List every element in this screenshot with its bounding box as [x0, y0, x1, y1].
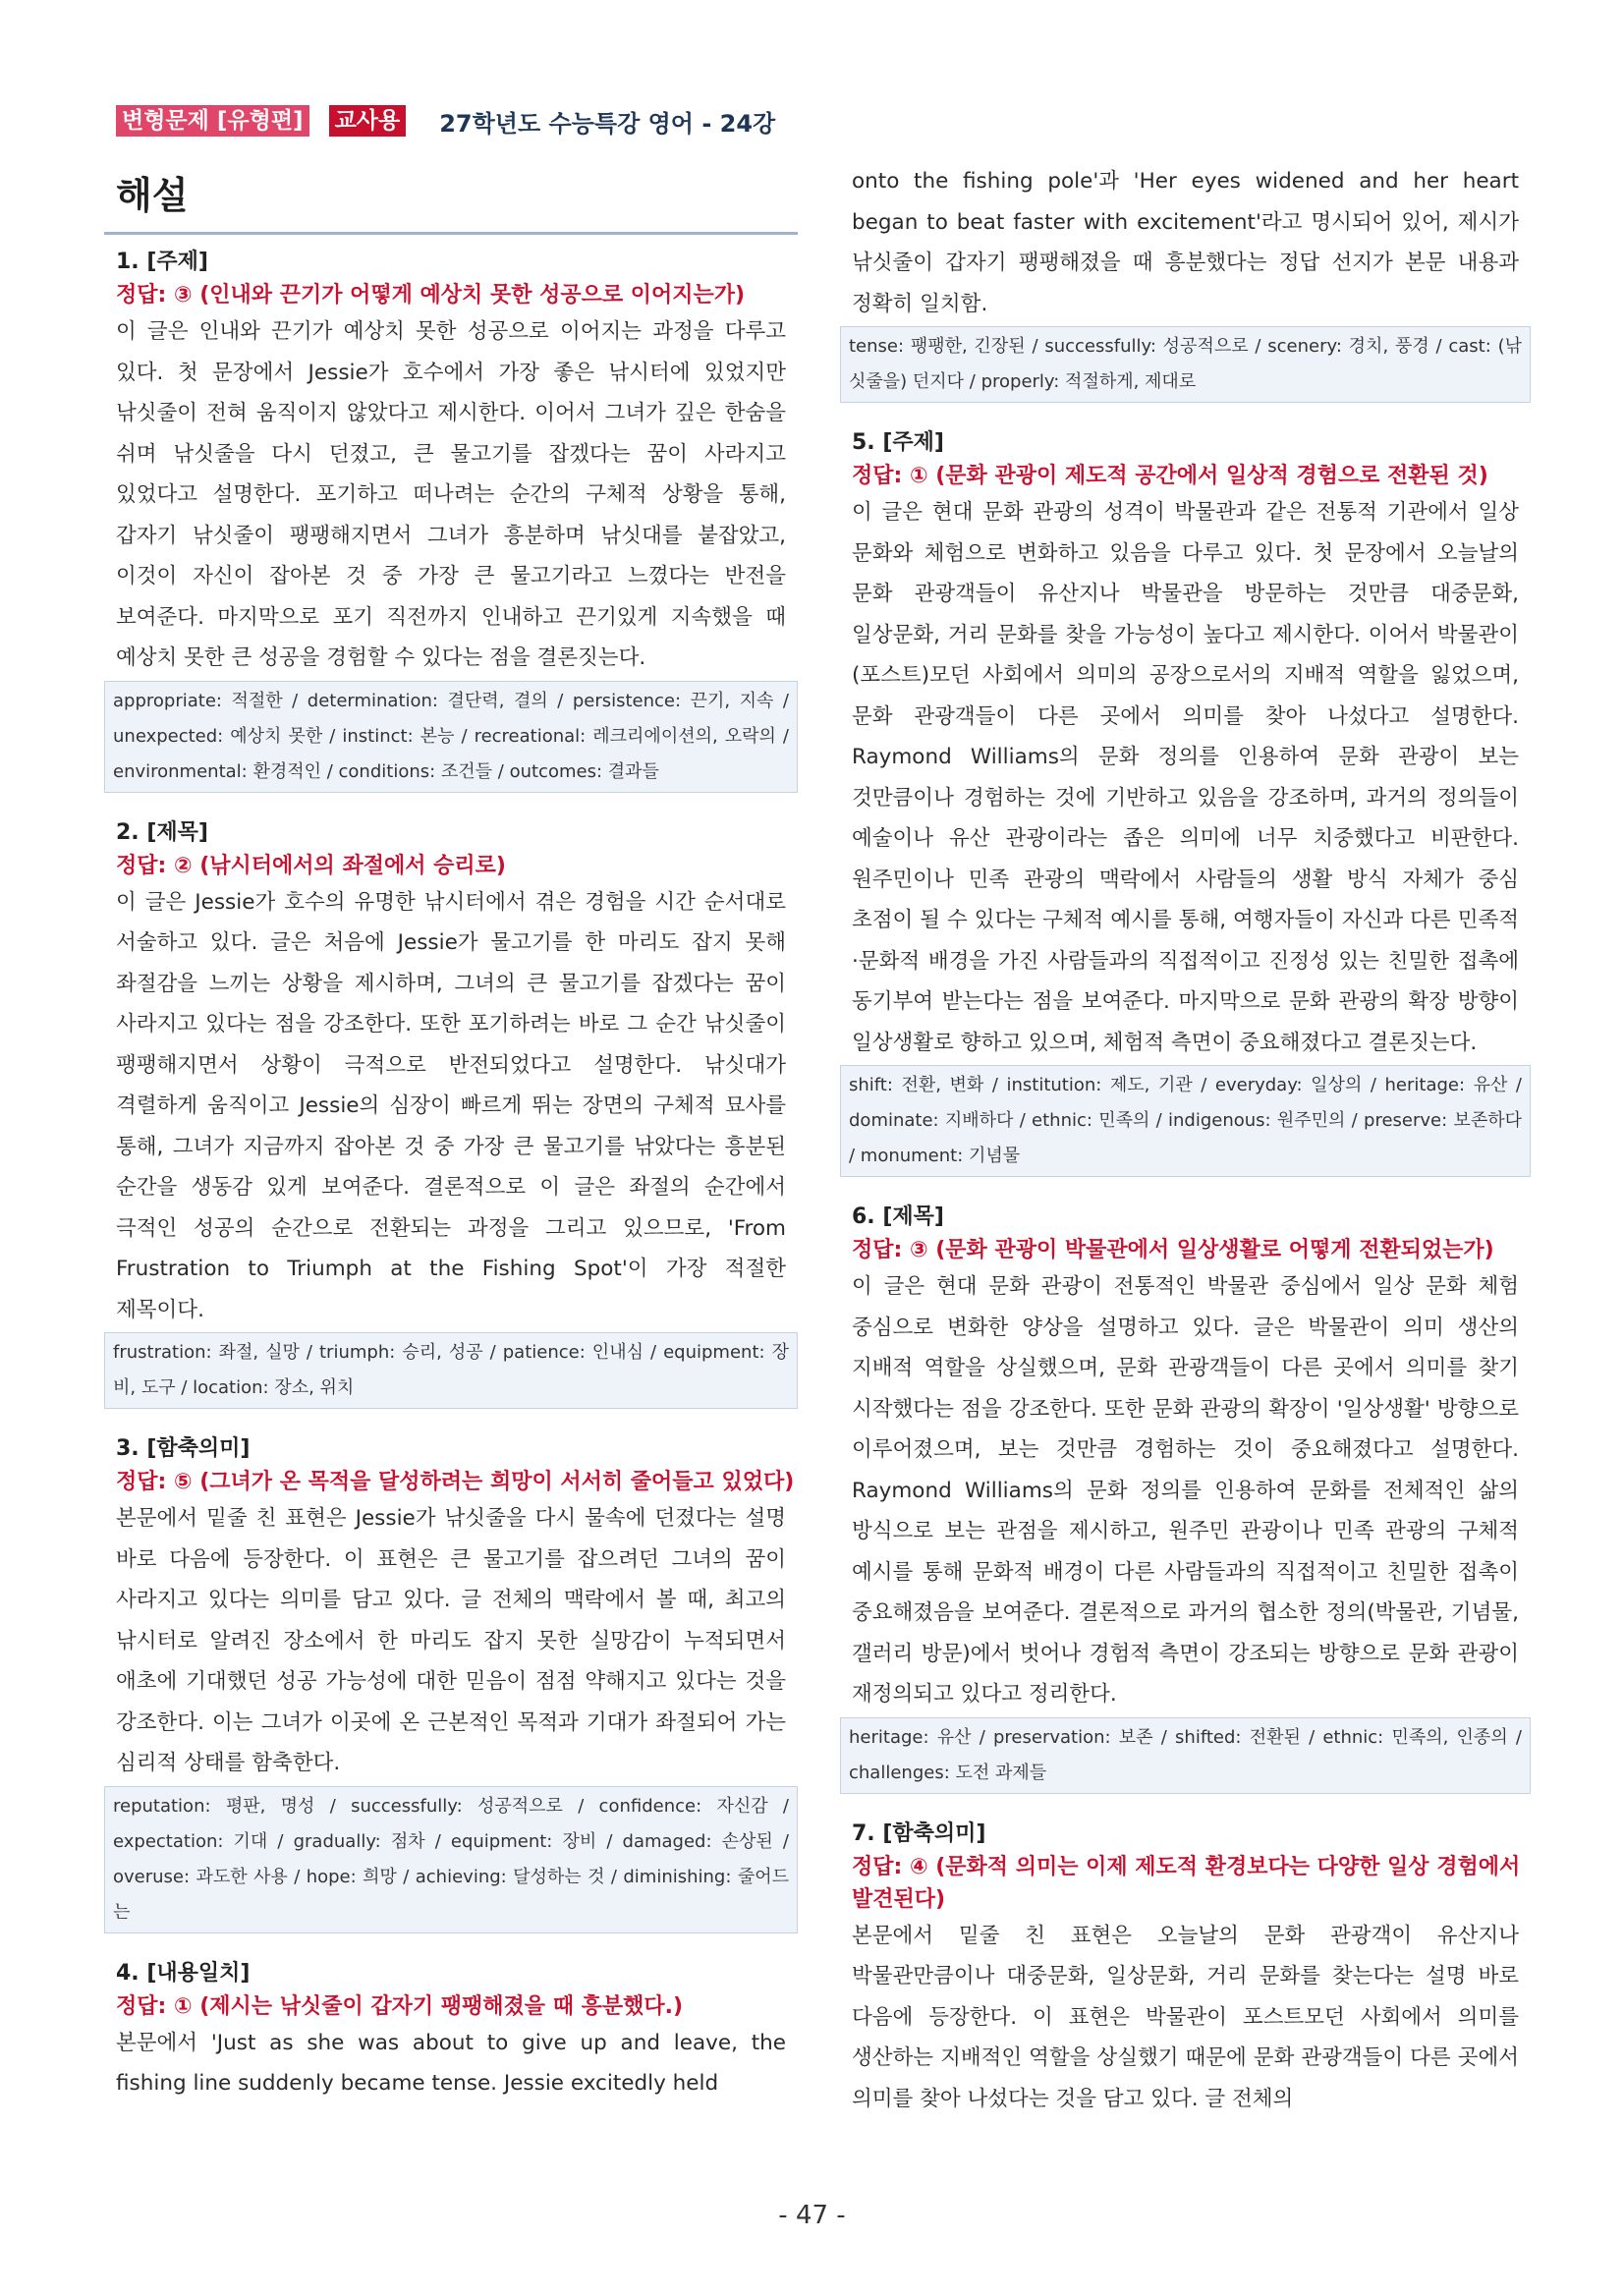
document-title: 27학년도 수능특강 영어 - 24강 [439, 109, 776, 138]
answer: 정답: ③ (인내와 끈기가 어떻게 예상치 못한 성공으로 이어지는가) [116, 283, 746, 308]
explanation: 이 글은 현대 문화 관광이 전통적인 박물관 중심에서 일상 문화 체험 중심으로 변화한 양상을 설명하고 있다. 글은 박물관이 의미 생산의 지배적 역할을 상실했으며, 문화 관광객들이 다른 곳에서 의미를 찾기 시작했다는 점을 강조한다. 또한 문화 관광의 확장이 '일상생활' 방향으로 이루어졌으며, 보는 것만큼 경험하는 것이 중요해졌다고 설명한다. Raymond Williams의 문화 정의를 인용하여 문화를 전체적인 삶의 방식으로 보는 관점을 제시하고, 원주민 관광이나 민족 관광의 구체적 예시를 통해 문화적 배경이 다른 사람들과의 직접적이고 친밀한 접촉이 중요해졌음을 보여준다. 결론적으로 과거의 협소한 정의(박물관, 기념물, 갤러리 방문)에서 벗어나 경험적 측면이 강조되는 방향으로 문화 관광이 재정의되고 있다고 정리한다. [852, 1274, 1519, 1707]
section-3 [104, 1432, 798, 1933]
vocab-box: heritage: 유산 / preservation: 보존 / shifted: 전환된 / ethnic: 민족의, 인종의 / challenges: 도전 과제들 [840, 1717, 1531, 1794]
section-title: 4. [내용일치] [116, 1960, 251, 1986]
right-column [840, 161, 1531, 2119]
explanation: 이 글은 현대 문화 관광의 성격이 박물관과 같은 전통적 기관에서 일상 문화와 체험으로 변화하고 있음을 다루고 있다. 첫 문장에서 오늘날의 문화 관광객들이 유산지나 박물관을 방문하는 것만큼 대중문화, 일상문화, 거리 문화를 찾을 가능성이 높다고 제시한다. 이어서 박물관이 (포스트)모던 사회에서 의미의 공장으로서의 지배적 역할을 잃었으며, 문화 관광객들이 다른 곳에서 의미를 찾아 나섰다고 설명한다. Raymond Williams의 문화 정의를 인용하여 문화 관광이 보는 것만큼이나 경험하는 것에 기반하고 있음을 강조하며, 과거의 정의들이 예술이나 유산 관광이라는 좁은 의미에 너무 치중했다고 비판한다. 원주민이나 민족 관광의 맥락에서 사람들의 생활 방식 자체가 중심 초점이 될 수 있다는 구체적 예시를 통해, 여행자들이 자신과 다른 민족적·문화적 배경을 가진 사람들과의 직접적이고 진정성 있는 친밀한 접촉에 동기부여 받는다는 점을 보여준다. 마지막으로 문화 관광의 확장 방향이 일상생활로 향하고 있으며, 체험적 측면이 중요해졌다고 결론짓는다. [852, 500, 1519, 1055]
section-title: 2. [제목] [116, 819, 208, 845]
section-1 [104, 246, 798, 793]
section-title: 6. [제목] [852, 1204, 944, 1229]
section-7 [840, 1818, 1531, 2120]
answer: 정답: ⑤ (그녀가 온 목적을 달성하려는 희망이 서서히 줄어들고 있었다) [116, 1470, 795, 1494]
type-tag: 변형문제 [유형편] [116, 105, 309, 137]
section-5 [840, 426, 1531, 1177]
vocab-box: reputation: 평판, 명성 / successfully: 성공적으로 / confidence: 자신감 / expectation: 기대 / gradually: 점차 / equipment: 장비 / damaged: 손상된 / overuse: 과도한 사용 / hope: 희망 / achieving: 달성하는 것 / diminishing: 줄어드는 [104, 1786, 798, 1933]
explanation: 본문에서 밑줄 친 표현은 오늘날의 문화 관광객이 유산지나 박물관만큼이나 대중문화, 일상문화, 거리 문화를 찾는다는 설명 바로 다음에 등장한다. 이 표현은 박물관이 포스트모던 사회에서 의미를 생산하는 지배적인 역할을 상실했기 때문에 문화 관광객들이 다른 곳에서 의미를 찾아 나섰다는 것을 담고 있다. 글 전체의 [852, 1923, 1519, 2111]
section-2 [104, 816, 798, 1410]
section-6 [840, 1201, 1531, 1794]
answer: 정답: ③ (문화 관광이 박물관에서 일상생활로 어떻게 전환되었는가) [852, 1238, 1494, 1262]
vocab-box: appropriate: 적절한 / determination: 결단력, 결의 / persistence: 끈기, 지속 / unexpected: 예상치 못한 / instinct: 본능 / recreational: 레크리에이션의, 오락의 / environmental: 환경적인 / conditions: 조건들 / outcomes: 결과들 [104, 681, 798, 793]
page-heading: 해설 [116, 174, 189, 217]
vocab-box: shift: 전환, 변화 / institution: 제도, 기관 / everyday: 일상의 / heritage: 유산 / dominate: 지배하다 / ethnic: 민족의 / indigenous: 원주민의 / preserve: 보존하다 / monument: 기념물 [840, 1065, 1531, 1177]
header-bar [116, 104, 775, 138]
explanation: 이 글은 인내와 끈기가 예상치 못한 성공으로 이어지는 과정을 다루고 있다. 첫 문장에서 Jessie가 호수에서 가장 좋은 낚시터에 있었지만 낚싯줄이 전혀 움직이지 않았다고 제시한다. 이어서 그녀가 깊은 한숨을 쉬며 낚싯줄을 다시 던졌고, 큰 물고기를 잡겠다는 꿈이 사라지고 있었다고 설명한다. 포기하고 떠나려는 순간의 구체적 상황을 통해, 갑자기 낚싯줄이 팽팽해지면서 그녀가 흥분하며 낚싯대를 붙잡았고, 이것이 자신이 잡아본 것 중 가장 큰 물고기라고 느꼈다는 반전을 보여준다. 마지막으로 포기 직전까지 인내하고 끈기있게 지속했을 때 예상치 못한 큰 성공을 경험할 수 있다는 점을 결론짓는다. [116, 319, 786, 670]
section-4 [104, 1957, 798, 2104]
left-column [104, 246, 798, 2104]
section-title: 7. [함축의미] [852, 1820, 986, 1846]
heading-rule [104, 232, 798, 235]
vocab-box: tense: 팽팽한, 긴장된 / successfully: 성공적으로 / scenery: 경치, 풍경 / cast: (낚싯줄을) 던지다 / properly: 적절하게, 제대로 [840, 326, 1531, 403]
vocab-box: frustration: 좌절, 실망 / triumph: 승리, 성공 / patience: 인내심 / equipment: 장비, 도구 / location: 장소, 위치 [104, 1332, 798, 1409]
answer: 정답: ① (문화 관광이 제도적 공간에서 일상적 경험으로 전환된 것) [852, 464, 1488, 488]
answer: 정답: ① (제시는 낚싯줄이 갑자기 팽팽해졌을 때 흥분했다.) [116, 1993, 684, 2019]
answer: 정답: ④ (문화적 의미는 이제 제도적 환경보다는 다양한 일상 경험에서 발견된다) [852, 1854, 1521, 1912]
section-title: 3. [함축의미] [116, 1436, 251, 1461]
explanation: 이 글은 Jessie가 호수의 유명한 낚시터에서 겪은 경험을 시간 순서대로 서술하고 있다. 글은 처음에 Jessie가 물고기를 한 마리도 잡지 못해 좌절감을 느끼는 상황을 제시하며, 그녀의 큰 물고기를 잡겠다는 꿈이 사라지고 있다는 점을 강조한다. 또한 포기하려는 바로 그 순간 낚싯줄이 팽팽해지면서 상황이 극적으로 반전되었다고 설명한다. 낚싯대가 격렬하게 움직이고 Jessie의 심장이 빠르게 뛰는 장면의 구체적 묘사를 통해, 그녀가 지금까지 잡아본 것 중 가장 큰 물고기를 낚았다는 흥분된 순간을 생동감 있게 보여준다. 결론적으로 이 글은 좌절의 순간에서 극적인 성공의 순간으로 전환되는 과정을 그리고 있으므로, 'From Frustration to Triumph at the Fishing Spot'이 가장 적절한 제목이다. [116, 889, 786, 1322]
page-number: - 47 - [778, 2201, 846, 2230]
answer: 정답: ② (낚시터에서의 좌절에서 승리로) [116, 853, 506, 878]
explanation: 본문에서 'Just as she was about to give up and leave, the fishing line suddenly became tense. Jessie excitedly held [116, 2030, 786, 2096]
teacher-tag: 교사용 [329, 105, 407, 137]
section-title: 5. [주제] [852, 430, 944, 455]
section-title: 1. [주제] [116, 250, 208, 274]
explanation: 본문에서 밑줄 친 표현은 Jessie가 낚싯줄을 다시 물속에 던졌다는 설명 바로 다음에 등장한다. 이 표현은 큰 물고기를 잡으려던 그녀의 꿈이 사라지고 있다는 의미를 담고 있다. 글 전체의 맥락에서 볼 때, 최고의 낚시터로 알려진 장소에서 한 마리도 잡지 못한 실망감이 누적되면서 애초에 기대했던 성공 가능성에 대한 믿음이 점점 약해지고 있다는 것을 강조한다. 이는 그녀가 이곳에 온 근본적인 목적과 기대가 좌절되어 가는 심리적 상태를 함축한다. [116, 1506, 786, 1775]
explanation: onto the fishing pole'과 'Her eyes widened and her heart began to beat faster with excitement'라고 명시되어 있어, 제시가 낚싯줄이 갑자기 팽팽해졌을 때 흥분했다는 정답 선지가 본문 내용과 정확히 일치함. [852, 169, 1519, 316]
section-4-continued [840, 161, 1531, 403]
